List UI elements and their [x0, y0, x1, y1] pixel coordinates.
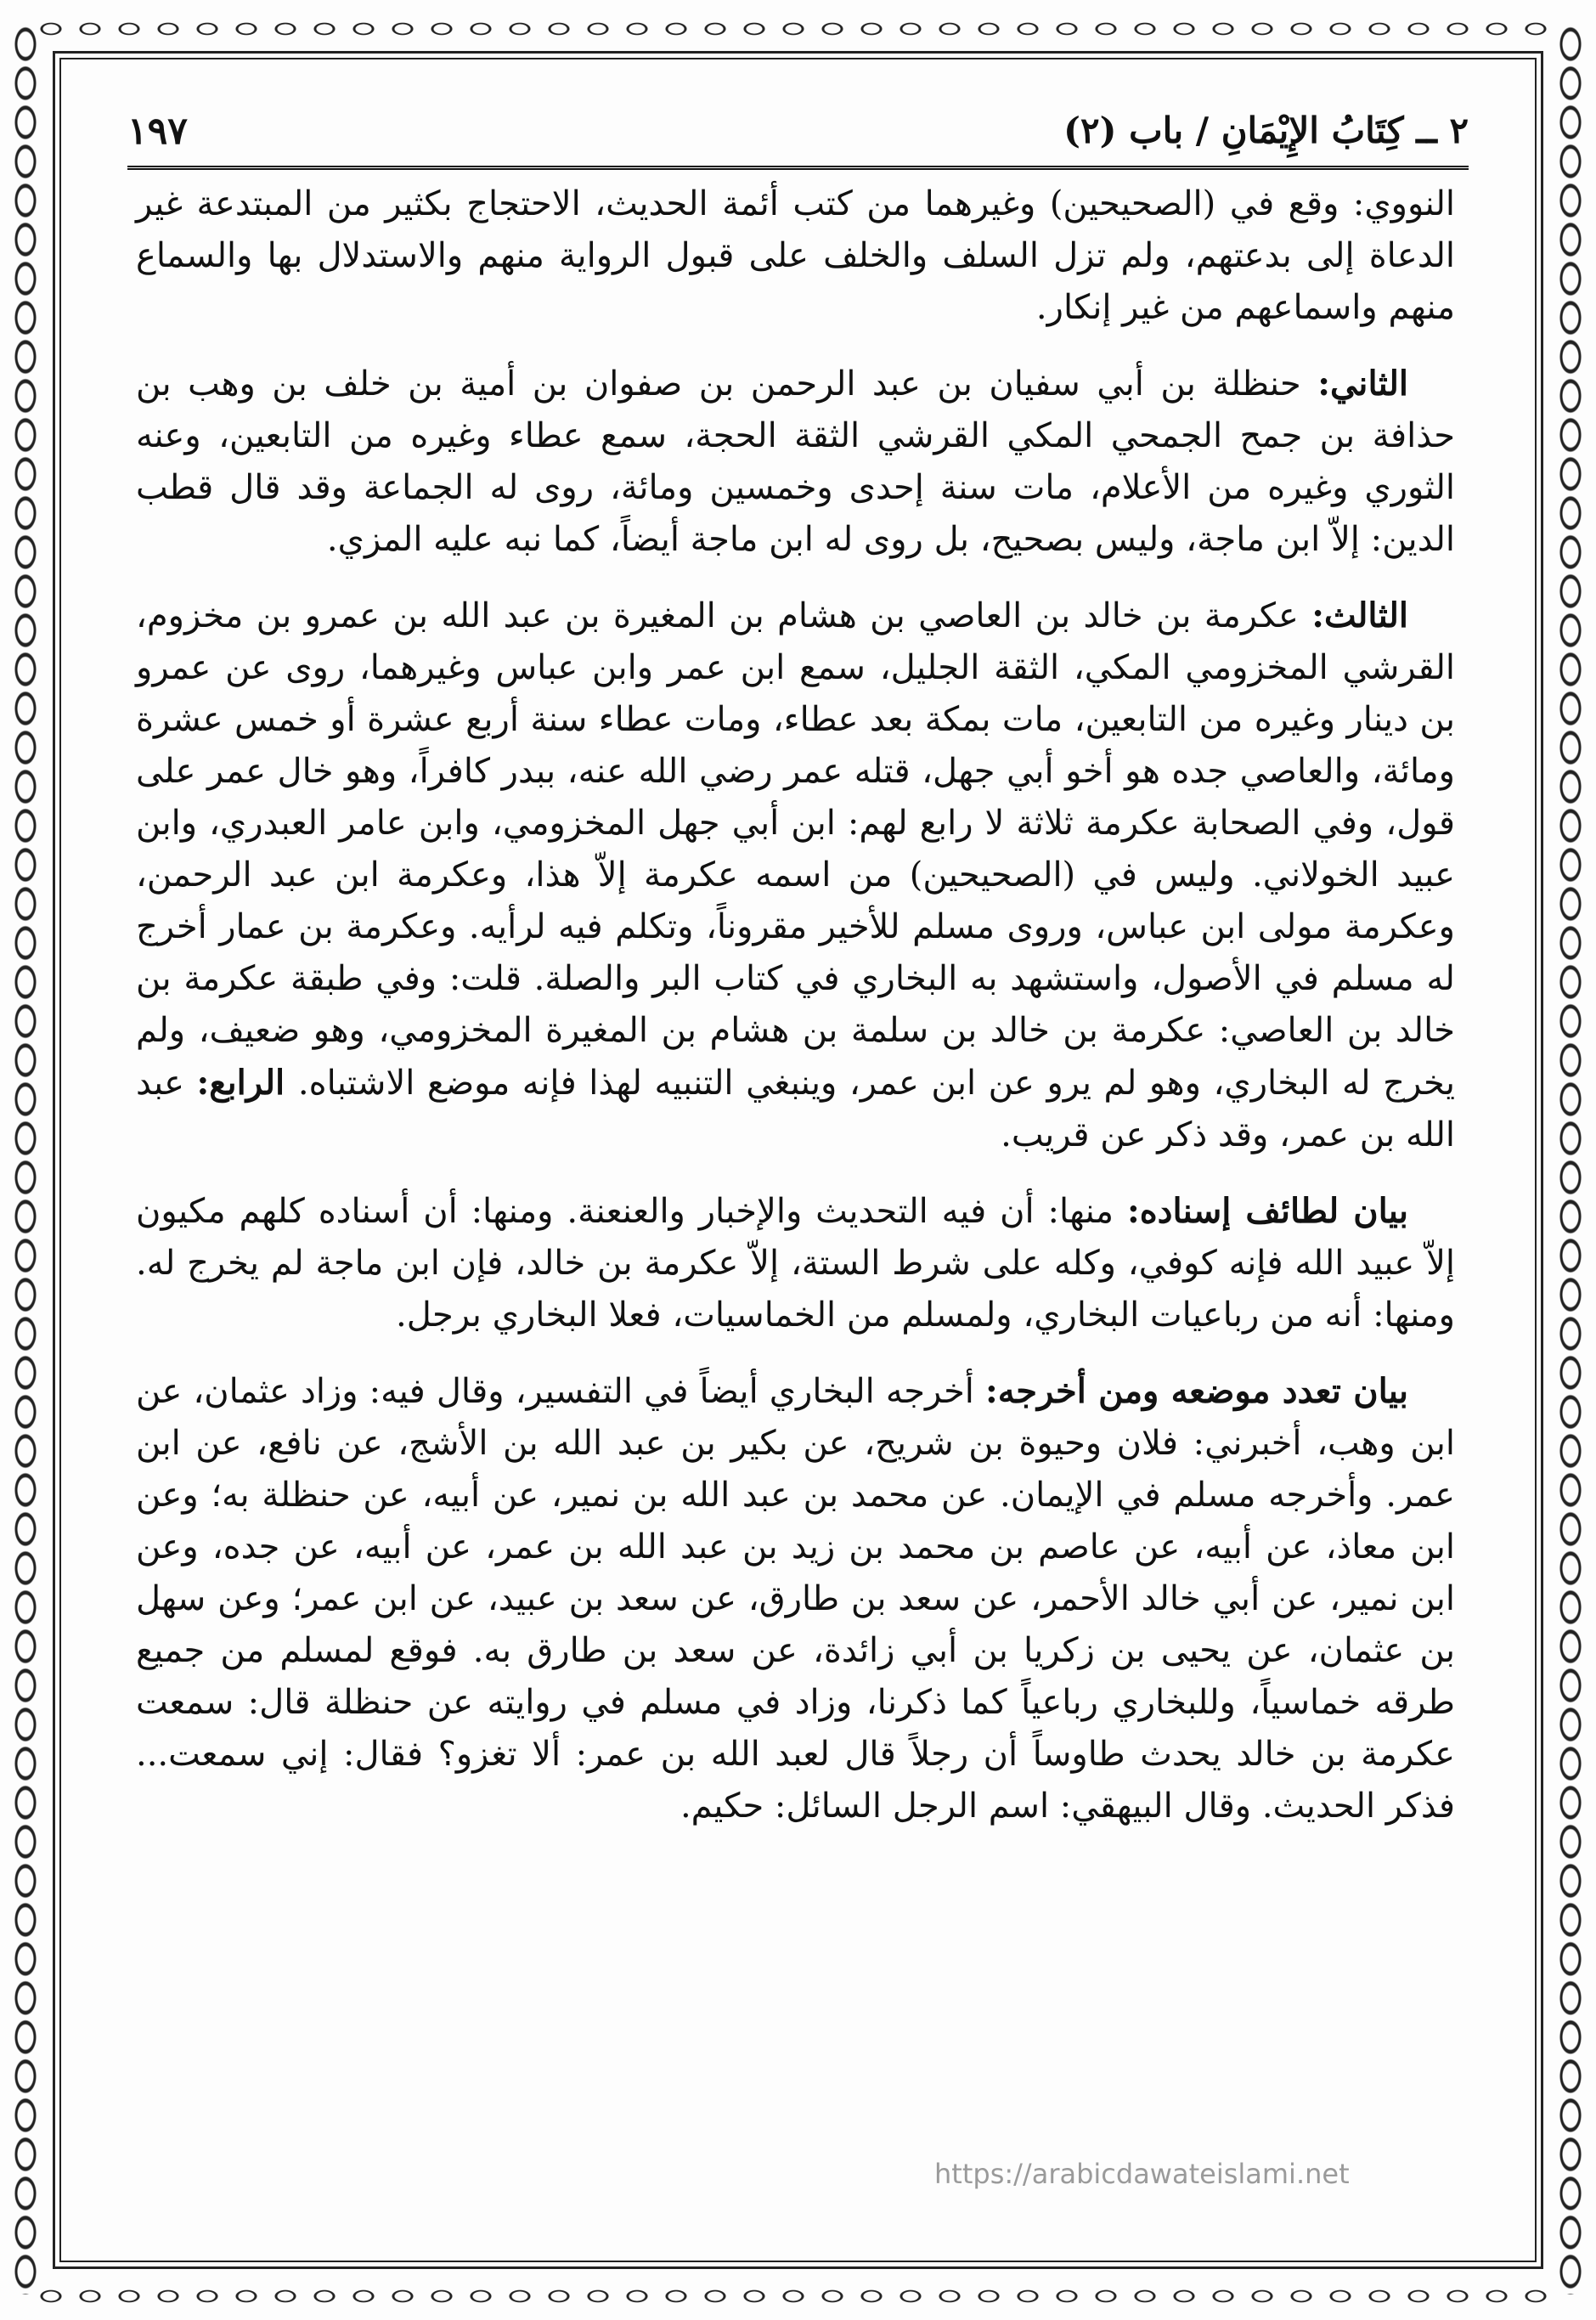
paragraph-text: عبد الله بن عمر، وقد ذكر عن قريب. [136, 1064, 1455, 1154]
right-ornamental-border [1554, 25, 1588, 2295]
paragraph-text: عكرمة بن خالد بن العاصي بن هشام بن المغيرة بن عبد الله بن عمرو بن مخزوم، القرشي المخزومي المكي، الثقة الجليل، سمع ابن عمر وابن عباس وغيرهما، روى عن عمرو بن دينار وغيره من التابعين، مات بمكة بعد عطاء، ومات عطاء سنة أربع عشرة أو خمس عشرة ومائة، والعاصي جده هو أخو أبي جهل، قتله عمر رضي الله عنه، ببدر كافراً، وهو خال عمر على قول، وفي الصحابة عكرمة ثلاثة لا رابع لهم: ابن أبي جهل المخزومي، وابن عامر العبدري، وابن عبيد الخولاني. وليس في (الصحيحين) من اسمه عكرمة إلاّ هذا، وعكرمة ابن عبد الرحمن، وعكرمة مولى ابن عباس، وروى مسلم للأخير مقروناً، وتكلم فيه لرأيه. وعكرمة بن عمار أخرج له مسلم في الأصول، واستشهد به البخاري في كتاب البر والصلة. قلت: وفي طبقة عكرمة بن خالد بن العاصي: عكرمة بن خالد بن سلمة بن هشام بن المغيرة المخزومي، وهو ضعيف، ولم يخرج له البخاري، وهو لم يرو عن ابن عمر، وينبغي التنبيه لهذا فإنه موضع الاشتباه. [136, 596, 1455, 1103]
paragraph-text: النووي: وقع في (الصحيحين) وغيرهما من كتب أئمة الحديث، الاحتجاج بكثير من المبتدعة غير الدعاة إلى بدعتهم، ولم تزل السلف والخلف على قبول الرواية منهم والاستدلال بها والسماع منهم واسماعهم من غير إنكار. [136, 184, 1455, 327]
paragraph-text: منها: أن فيه التحديث والإخبار والعنعنة. ومنها: أن أسناده كلهم مكيون إلاّ عبيد الله فإنه كوفي، وكله على شرط الستة، إلاّ عكرمة بن خالد، فإن ابن ماجة لم يخرج له. ومنها: أنه من رباعيات البخاري، ولمسلم من الخماسيات، فعلا البخاري برجل. [136, 1192, 1456, 1335]
paragraph-heading: بيان تعدد موضعه ومن أخرجه: [985, 1371, 1408, 1411]
top-ornamental-border [34, 12, 1562, 46]
body-text [136, 178, 1455, 1856]
bottom-ornamental-border [34, 2279, 1562, 2313]
page-number: ١٩٧ [127, 110, 188, 153]
running-title: ٢ ــ كِتَابُ الإِيْمَانِ / باب (٢) [1063, 110, 1469, 151]
paragraph-text: حنظلة بن أبي سفيان بن عبد الرحمن بن صفوان بن أمية بن خلف بن وهب بن حذافة بن جمح الجمحي المكي القرشي الثقة الحجة، سمع عطاء وغيره من التابعين، وعنه الثوري وغيره من الأعلام، مات سنة إحدى وخمسين ومائة، روى له الجماعة وقد قال قطب الدين: إلاّ ابن ماجة، وليس بصحيح، بل روى له ابن ماجة أيضاً، كما نبه عليه المزي. [136, 364, 1455, 559]
watermark: https://arabicdawateislami.net [934, 2158, 1350, 2190]
paragraph-subheading: الرابع: [196, 1063, 298, 1103]
page-header [127, 98, 1469, 170]
paragraph-text: أخرجه البخاري أيضاً في التفسير، وقال فيه: وزاد عثمان، عن ابن وهب، أخبرني: فلان وحيوة بن شريح، عن بكير بن عبد الله بن الأشج، عن نافع، عن ابن عمر. وأخرجه مسلم في الإيمان. عن محمد بن عبد الله بن نمير، عن أبيه، عن حنظلة به؛ وعن ابن معاذ، عن أبيه، عن عاصم بن محمد بن زيد بن عبد الله بن عمر، عن أبيه، عن جده، وعن ابن نمير، عن أبي خالد الأحمر، عن سعد بن طارق، عن سعد بن عبيد، عن ابن عمر؛ وعن سهل بن عثمان، عن يحيى بن زكريا بن أبي زائدة، عن سعد بن طارق به. فوقع لمسلم من جميع طرقه خماسياً، وللبخاري رباعياً كما ذكرنا، وزاد في مسلم في روايته عن حنظلة قال: سمعت عكرمة بن خالد يحدث طاوساً أن رجلاً قال لعبد الله بن عمر: ألا تغزو؟ فقال: إني سمعت... فذكر الحديث. وقال البيهقي: اسم الرجل السائل: حكيم. [136, 1372, 1456, 1826]
paragraph-nawawi [136, 178, 1455, 334]
paragraph-heading: الثالث: [1311, 596, 1408, 635]
paragraph-second-narrator [136, 358, 1455, 566]
paragraph-heading: الثاني: [1317, 364, 1408, 404]
paragraph-heading: بيان لطائف إسناده: [1126, 1191, 1409, 1231]
paragraph-isnad-subtleties [136, 1185, 1455, 1341]
paragraph-sources [136, 1365, 1455, 1832]
left-ornamental-border [8, 25, 42, 2295]
paragraph-third-narrator [136, 590, 1455, 1161]
